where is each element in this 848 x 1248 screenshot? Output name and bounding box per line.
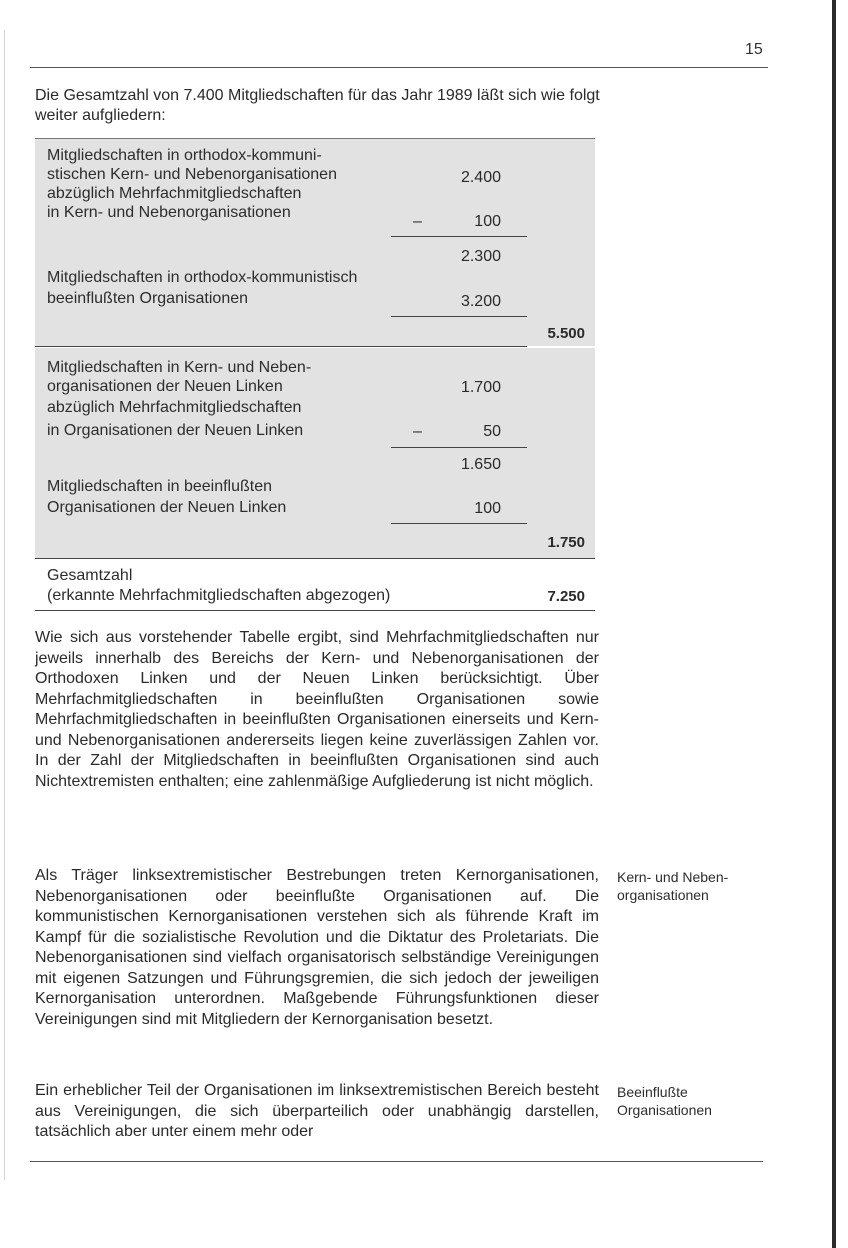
margin-note-2-line2: Organisationen xyxy=(617,1102,712,1118)
body-paragraph-1: Wie sich aus vorstehender Tabelle ergibt, sind Mehrfachmitgliedschaften nur jeweils innerhalb des Bereichs der Kern- und Nebenorganisationen der Orthodoxen Linken und der Neuen Linken berücksichtigt. Über Mehrfachmitgliedschaften in beeinflußten Organisationen sowie Mehrfachmitgliedschaften in beeinflußten Organisationen einerseits und Kern- und Nebenorganisationen andererseits liegen keine zuverlässigen Zahlen vor. In der Zahl der Mitgliedschaften in beeinflußten Organisationen sind auch Nichtextremisten enthalten; eine zahlenmäßige Aufgliederung ist nicht möglich. xyxy=(35,629,599,790)
table-top-rule xyxy=(35,138,595,139)
s1-label2-line1: abzüglich Mehrfachmitgliedschaften xyxy=(47,185,302,202)
s1-label1-line2: stischen Kern- und Nebenorganisationen xyxy=(47,166,337,183)
membership-table xyxy=(35,138,595,613)
margin-note-1-line2: organisationen xyxy=(617,887,709,903)
s2-label3-line1: Mitgliedschaften in beeinflußten xyxy=(47,478,273,495)
s2-label3-line2: Organisationen der Neuen Linken xyxy=(47,499,287,516)
intro-text: Die Gesamtzahl von 7.400 Mitgliedschaften für das Jahr 1989 läßt sich wie folgt weiter aufgliedern: xyxy=(35,87,600,124)
body-paragraph-2: Als Träger linksextremistischer Bestrebungen treten Kernorganisationen, Nebenorganisationen oder beeinflußte Organisationen auf. Die kommunistischen Kernorganisationen verstehen sich als führende Kraft im Kampf für die sozialistische Revolution und die Diktatur des Proletariats. Die Nebenorganisationen sind vielfach organisatorisch selbständige Vereinigungen mit eigenen Satzungen und Führungsgremien, die sich jedoch der jeweiligen Kernorganisation unterordnen. Maßgebende Führungsfunktionen dieser Vereinigungen sind mit Mitgliedern der Kernorganisation besetzt. xyxy=(35,867,599,1028)
s2-value1: 1.700 xyxy=(460,379,501,396)
s2-total-rule xyxy=(391,523,527,524)
s2-total: 1.750 xyxy=(547,534,585,551)
footer-rule xyxy=(30,1161,763,1162)
s2-subtotal: 1.650 xyxy=(460,456,501,473)
s2-minus-sign: – xyxy=(413,423,422,440)
margin-note-kern-neben xyxy=(617,868,777,904)
s1-value2: 100 xyxy=(474,213,501,230)
s2-label1-line1: Mitgliedschaften in Kern- und Neben- xyxy=(47,359,312,376)
s2-label2-line1: abzüglich Mehrfachmitgliedschaften xyxy=(47,399,302,416)
s1-subtotal: 2.300 xyxy=(460,248,501,265)
s1-label1-line1: Mitgliedschaften in orthodox-kommuni- xyxy=(47,147,322,164)
total-divider xyxy=(35,558,595,559)
s2-label2-line2: in Organisationen der Neuen Linken xyxy=(47,422,304,439)
margin-note-beeinflusste xyxy=(617,1083,777,1119)
table-bottom-rule xyxy=(35,610,595,611)
page-edge-right xyxy=(832,0,836,1248)
s1-label2-line2: in Kern- und Nebenorganisationen xyxy=(47,204,291,221)
header-rule xyxy=(30,67,768,68)
s2-label1-line2: organisationen der Neuen Linken xyxy=(47,378,283,395)
s2-value3: 100 xyxy=(474,500,501,517)
margin-note-1-line1: Kern- und Neben- xyxy=(617,869,729,885)
body-paragraph-3: Ein erheblicher Teil der Organisationen im linksextremistischen Bereich besteht aus Vereinigungen, die sich überparteilich oder unabhängig darstellen, tatsächlich aber unter einem mehr oder xyxy=(35,1082,599,1140)
page-number: 15 xyxy=(745,41,763,58)
section-1-divider xyxy=(35,346,527,347)
s1-minus-sign: – xyxy=(413,213,422,230)
page-edge-left xyxy=(4,30,5,1180)
total-label-line1: Gesamtzahl xyxy=(47,567,133,584)
grand-total: 7.250 xyxy=(547,588,585,605)
s2-value2: 50 xyxy=(483,423,501,440)
s1-label3-line2: beeinflußten Organisationen xyxy=(47,290,249,307)
s1-label3-line1: Mitgliedschaften in orthodox-kommunistisch xyxy=(47,269,358,286)
s2-subtotal-rule xyxy=(391,447,527,448)
s1-total-rule xyxy=(391,316,527,317)
s1-value3: 3.200 xyxy=(460,293,501,310)
margin-note-2-line1: Beeinflußte xyxy=(617,1084,688,1100)
s1-total: 5.500 xyxy=(547,325,585,342)
s1-value1: 2.400 xyxy=(460,169,501,186)
s1-subtotal-rule xyxy=(391,236,527,237)
total-label-line2: (erkannte Mehrfachmitgliedschaften abgezogen) xyxy=(47,587,391,604)
